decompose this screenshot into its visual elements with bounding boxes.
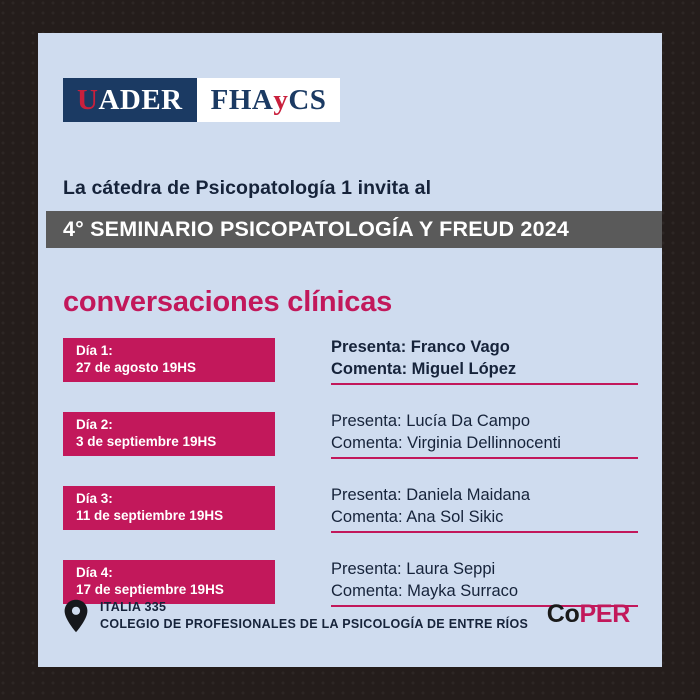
day-date: 11 de septiembre 19HS xyxy=(76,508,224,523)
day-badge xyxy=(63,560,275,604)
schedule-row xyxy=(63,486,638,550)
uader-logo-rest: ADER xyxy=(98,83,183,116)
poster-card xyxy=(38,33,662,667)
row-info xyxy=(331,484,638,528)
uader-fhaycs-logo xyxy=(63,78,340,122)
invitation-line: La cátedra de Psicopatología 1 invita al xyxy=(63,177,432,199)
venue-address: ITALIA 335 xyxy=(100,600,167,614)
commenter-line: Comenta: Mayka Surraco xyxy=(331,582,519,600)
coper-logo-per: PER xyxy=(579,600,630,628)
schedule-list xyxy=(63,338,638,634)
day-date: 27 de agosto 19HS xyxy=(76,360,197,375)
day-date: 17 de septiembre 19HS xyxy=(76,582,224,597)
row-info xyxy=(331,558,638,602)
commenter-line: Comenta: Miguel López xyxy=(331,360,517,378)
row-info xyxy=(331,336,638,380)
uader-logo-initial: U xyxy=(77,83,99,116)
commenter-line: Comenta: Ana Sol Sikic xyxy=(331,508,504,526)
fhaycs-logo-part1: FHA xyxy=(210,83,274,116)
coper-logo xyxy=(547,600,630,629)
presenter-line: Presenta: Laura Seppi xyxy=(331,560,496,578)
seminar-banner xyxy=(46,211,662,248)
fhaycs-logo-part3: CS xyxy=(288,83,327,116)
schedule-row xyxy=(63,412,638,476)
venue-organization: COLEGIO DE PROFESIONALES DE LA PSICOLOGÍA DE ENTRE RÍOS xyxy=(100,617,529,631)
fhaycs-logo-y: y xyxy=(273,83,289,116)
day-date: 3 de septiembre 19HS xyxy=(76,434,217,449)
presenter-line: Presenta: Franco Vago xyxy=(331,338,510,356)
row-divider xyxy=(331,457,638,459)
venue-text xyxy=(100,599,528,633)
venue-footer xyxy=(63,599,528,633)
seminar-banner-title: 4° SEMINARIO PSICOPATOLOGÍA Y FREUD 2024 xyxy=(63,217,570,241)
uader-logo xyxy=(63,78,197,122)
schedule-row xyxy=(63,338,638,402)
day-badge xyxy=(63,486,275,530)
fhaycs-logo xyxy=(197,78,341,122)
day-label: Día 4: xyxy=(76,565,113,580)
commenter-line: Comenta: Virginia Dellinnocenti xyxy=(331,434,561,452)
day-badge xyxy=(63,338,275,382)
coper-logo-co: Co xyxy=(546,600,580,628)
map-pin-icon xyxy=(63,599,89,633)
row-divider xyxy=(331,531,638,533)
row-info xyxy=(331,410,638,454)
presenter-line: Presenta: Daniela Maidana xyxy=(331,486,531,504)
day-label: Día 3: xyxy=(76,491,113,506)
section-title: conversaciones clínicas xyxy=(63,286,393,318)
day-badge xyxy=(63,412,275,456)
presenter-line: Presenta: Lucía Da Campo xyxy=(331,412,531,430)
day-label: Día 1: xyxy=(76,343,113,358)
day-label: Día 2: xyxy=(76,417,113,432)
row-divider xyxy=(331,383,638,385)
